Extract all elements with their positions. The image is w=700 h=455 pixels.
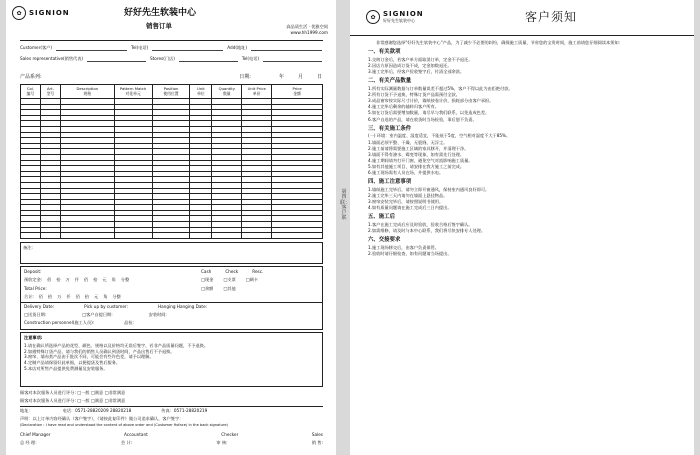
footer-contact: 地址： 电话：0571-28820209 28820218 传真：0571-28820219 (20, 408, 208, 413)
payment-box (20, 266, 323, 330)
section-item: 2.如需维修，请及时与本中心联系，我们将尽快安排专人处理。 (368, 228, 486, 234)
notice-list (24, 343, 319, 371)
table-cell[interactable] (242, 233, 272, 239)
brand-name: SIGNION (29, 9, 70, 17)
section-title: 一、有关款项 (368, 49, 401, 56)
section-title: 二、有关产品数量 (368, 78, 412, 85)
disclaimer: 声明：以上订单内容经确认（客户签字），《请按此复印件》做公司追求确认，客户签字： (20, 416, 184, 421)
sales-row (20, 56, 322, 62)
brand-name: SIGNION (383, 10, 424, 18)
store-title: 好好先生软装中心 (124, 8, 197, 18)
section-title: 五、施工后 (368, 214, 395, 221)
construction-row: Construction personnel(施工人员): 品检: (24, 320, 134, 325)
notes-box[interactable] (20, 242, 323, 264)
column-header: Position 使用位置 (152, 85, 190, 99)
sales-rep-field[interactable]: Sales representative(销售代表) (20, 56, 84, 61)
section-item: 2.所有订货不予退换，特殊订货产品需预付全款。 (368, 92, 460, 98)
signer-row: Chief Manager Accountant Checker Sales (20, 432, 323, 437)
section-item: 3.窗帘安装完毕后，请按照说明书使用。 (368, 199, 444, 205)
section-item: 5.如在订货后需要增加数量，请尽早与我们联系，以免造成色差。 (368, 110, 490, 116)
table-row[interactable] (21, 233, 323, 239)
section-item: 2.因店方原因造成订货不成，定金如数退还。 (368, 63, 452, 69)
section-item: 1.客户在施工完成后应及时验收，验收合格后签字确认。 (368, 222, 473, 228)
notice-item: 1.请在确认所选择产品的花型、颜色、规格以及价格均无误后签字，若非产品质量问题，不予退换。 (24, 343, 209, 348)
logo-icon: ✿ (12, 6, 26, 20)
notice-box (20, 332, 323, 387)
logo-icon: ✿ (366, 10, 380, 24)
table-cell[interactable] (40, 233, 60, 239)
rating-row-2[interactable]: 顾客对本次服务人员进行评分: □一般 □满意 □非常满意 (20, 398, 126, 403)
section-item: 1.所有实际测量数据与订单数量误差不超过5%，客户不得以此为由拒绝付款。 (368, 86, 513, 92)
table-cell[interactable] (190, 233, 212, 239)
payment-options-2[interactable]: □余额 □其他 (201, 286, 236, 291)
payment-methods: Cash Check Resc. (201, 269, 264, 274)
notice-header (350, 0, 694, 36)
notice-sections (368, 49, 684, 257)
table-cell[interactable] (212, 233, 242, 239)
section-item: 6.施工现场需有人员在场，并提供水电。 (368, 169, 444, 175)
notice-title: 注意事项: (24, 335, 43, 340)
delivery-row: Delivery Date: Pick up by customer: Hanging Hanging Date: (24, 304, 208, 309)
section-item: 1.施工现场移交后，由客户负责保管。 (368, 245, 439, 251)
section-title: 四、施工注意事项 (368, 179, 412, 186)
notice-intro: 非常感谢您选择"好好先生软装中心"产品，为了减少不必要的纠纷，确保施工质量，节省您的宝贵时间，施工前请您仔细阅读本须知： (376, 40, 623, 45)
table-cell[interactable] (272, 233, 323, 239)
section-item: 2.施工完毕三天内请勿在墙面上悬挂物品。 (368, 193, 448, 198)
stores-tel-field[interactable]: Tel(电话) (241, 56, 260, 61)
product-series-label: 产品系列: (20, 74, 42, 80)
notice-item: 2.如遇特殊订货产品，请与我们的销售人员确认到货时间，产品出售后不予退换。 (24, 348, 175, 354)
section-item: 1.交纳订金后，若客户单方面取消订单，定金不予退还。 (368, 56, 473, 62)
section-title: 六、交接要求 (368, 237, 401, 244)
section-item: 5.如有其他施工项目，请安排在我方施工之前完成。 (368, 163, 465, 169)
series-row: 产品系列: 日期: 年 月 日 (20, 74, 322, 80)
notes-label: 备注: (23, 245, 33, 250)
column-header: Description 规格 (60, 85, 114, 99)
website: www.hh1999.com (290, 29, 328, 35)
brand-logo (12, 6, 70, 20)
section-item: 1.墙纸施工完毕后，请勿立即开窗通风，保持室内通风良好即可。 (368, 186, 490, 192)
slogan: 高品质生活 · 优雅空间 (286, 24, 328, 29)
section-item: 3.墙面不得有渗水、霉变等现象，如有需先行处理。 (368, 151, 465, 157)
copy-label: 第四联：客户联 (340, 189, 351, 222)
section-item: 4.施工完毕后剩余的辅料归客户所有。 (368, 104, 439, 110)
column-header: Unit 单位 (190, 85, 212, 99)
notice-item: 5.本店对所售产品提供免费测量及安装服务。 (24, 365, 108, 371)
table-cell[interactable] (152, 233, 190, 239)
column-header: Col. 编号 (21, 85, 41, 99)
signer-row-cn[interactable]: 总 经 理: 会 计: 审 核: 销 售: (20, 440, 323, 445)
order-table (20, 84, 323, 239)
disclaimer-en: (Declaration : I have read and understood the content of above order and (Customer fixface) in the back signature) (20, 423, 228, 427)
section-item: 1.墙面必须平整、干燥、无裂缝、无浮尘。 (368, 139, 448, 145)
deposit-amount: 预收定金: 佰 拾 万 仟 佰 拾 元 角 分整 (24, 277, 130, 282)
section-item: 3.施工完毕后，经客户验收签字后，付清全部余款。 (368, 69, 465, 75)
section-item: 3.成品窗帘按实际尺寸计价，墙纸按卷计价，损耗部分由客户承担。 (368, 98, 494, 104)
total-price-label: Total Price: (24, 286, 47, 291)
section-item: 4.如有质量问题请在施工完成后三日内提出。 (368, 205, 452, 211)
form-title: 销售订单 (146, 22, 172, 30)
rating-row-1[interactable]: 顾客对本次服务人员进行评分: □一般 □满意 □非常满意 (20, 390, 126, 395)
section-item: 6.客户自选的产品，请在收货时当场检验，事后恕不负责。 (368, 116, 477, 122)
table-cell[interactable] (114, 233, 152, 239)
total-amount: 合计: 佰 拾 万 仟 佰 拾 元 角 分整 (24, 294, 121, 299)
column-header: Pattern Match 对花单元 (114, 85, 152, 99)
notice-body (368, 40, 684, 257)
sales-order-page (6, 0, 336, 455)
section-item: 4.施工期间请勿打开门窗，避免空气对流影响施工质量。 (368, 157, 473, 163)
column-header: Quantity 数量 (212, 85, 242, 99)
section-item: (一) 环境：室内温度、湿度适宜，不能低于5度，空气相对湿度不大于85%。 (368, 133, 511, 139)
table-cell[interactable] (60, 233, 114, 239)
delivery-row-cn[interactable]: □送货日期: □客户自提日期: 安装时间: (24, 312, 167, 317)
notice-item: 3.窗帘、墙布类产品由于批次不同，可能会有些许色差，请予以理解。 (24, 354, 154, 360)
payment-options[interactable]: □现金 □支票 □刷卡 (201, 277, 259, 282)
notice-item: 4.定制产品请保留好此单据，以便提货及售后服务。 (24, 360, 121, 366)
section-item: 2.施工前请将需要施工区域的家具移开，并清理干净。 (368, 145, 469, 151)
tel-field[interactable]: Tel(电话) (131, 45, 149, 50)
table-cell[interactable] (21, 233, 41, 239)
section-title: 三、有关施工条件 (368, 125, 412, 132)
address-field[interactable]: Add(地址) (227, 45, 247, 50)
customer-field[interactable]: Customer(客户) (20, 45, 52, 50)
customer-row (20, 45, 322, 51)
customer-notice-page (350, 0, 694, 455)
deposit-label: Deposit: (24, 269, 42, 274)
notice-title: 客户须知 (525, 10, 578, 24)
date-label: 日期: (239, 74, 251, 80)
brand-cn: 好好先生软装中心 (383, 18, 415, 23)
section-item: 2.验收时请仔细检查，如有问题请当场提出。 (368, 251, 452, 257)
column-header: Unit Price 单价 (242, 85, 272, 99)
column-header: Art. 型号 (40, 85, 60, 99)
stores-field[interactable]: Stores(门店) (149, 56, 175, 61)
column-header: Price 金额 (272, 85, 323, 99)
